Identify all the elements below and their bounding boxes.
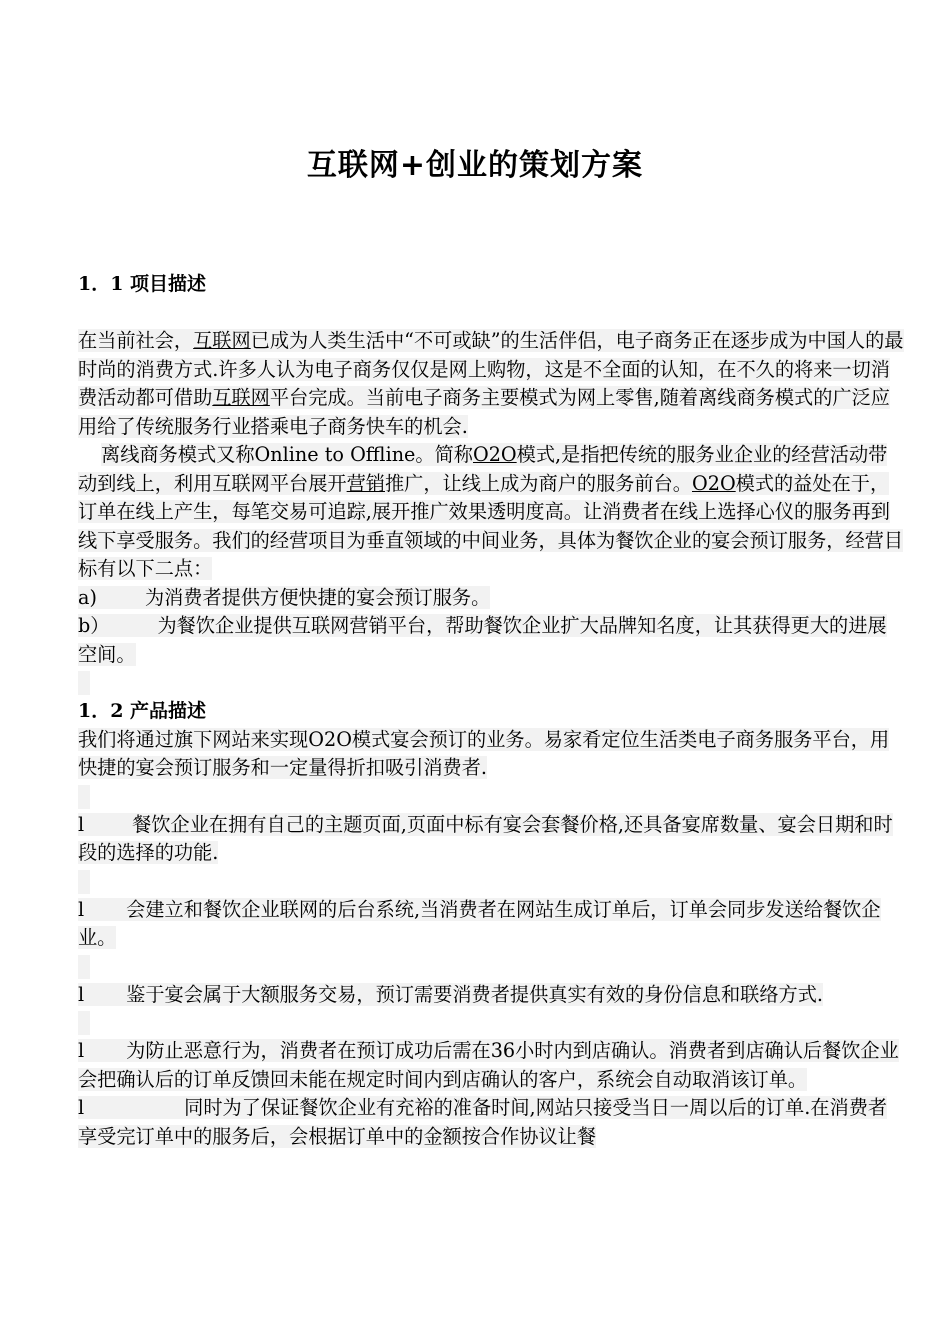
list-item: l 同时为了保证餐饮企业有充裕的准备时间,网站只接受当日一周以后的订单.在消费者享受完订单中的服务后，会根据订单中的金额按合作协议让餐 [78,1096,888,1148]
spacer [78,955,90,979]
paragraph-product-intro: 我们将通过旗下网站来实现O2O模式宴会预订的业务。易家肴定位生活类电子商务服务平台，用快捷的宴会预订服务和一定量得折扣吸引消费者. [78,727,890,779]
bullet-marker: l [78,897,85,921]
bullet-marker: l [78,812,85,836]
list-item-text: 为餐饮企业提供互联网营销平台，帮助餐饮企业扩大品牌知名度，让其获得更大的进展空间。 [78,614,887,666]
document-title: 互联网+创业的策划方案 [306,148,644,183]
bullet-marker: l [78,982,85,1006]
list-item: l 餐饮企业在拥有自己的主题页面,页面中标有宴会套餐价格,还具备宴席数量、宴会日期和时段的选择的功能. [78,812,893,864]
paragraph-intro: 在当前社会，互联网已成为人类生活中“不可或缺”的生活伴侣，电子商务正在逐步成为中国人的最时尚的消费方式.许多人认为电子商务仅仅是网上购物，这是不全面的认知，在不久的将来一切消费活动都可借助互联网平台完成。当前电子商务主要模式为网上零售,随着离线商务模式的广泛应用给了传统服务行业搭乘电子商务快车的机会. [78,329,904,438]
internet-link[interactable]: 互联网 [193,329,251,352]
list-item: l 会建立和餐饮企业联网的后台系统,当消费者在网站生成订单后，订单会同步发送给餐饮企业。 [78,897,881,949]
list-marker: a) [78,585,97,609]
o2o-link[interactable]: O2O [472,443,517,466]
list-item: l 为防止恶意行为，消费者在预订成功后需在36小时内到店确认。消费者到店确认后餐饮企业会把确认后的订单反馈回未能在规定时间内到店确认的客户，系统会自动取消该订单。 [78,1039,899,1091]
spacer [78,299,904,328]
spacer [78,671,90,695]
list-item: l 鉴于宴会属于大额服务交易，预订需要消费者提供真实有效的身份信息和联络方式. [78,982,823,1006]
bullet-marker: l [78,1039,85,1062]
spacer [78,870,90,894]
section-heading-project: 1．1 项目描述 [78,273,207,295]
spacer [78,1011,90,1035]
paragraph-o2o: 离线商务模式又称Online to Offline。简称O2O模式,是指把传统的服务业企业的经营活动带动到线上，利用互联网平台展开营销推广，让线上成为商户的服务前台。O2O模式的益处在于，订单在线上产生，每笔交易可追踪,展开推广效果透明度高。让消费者在线上选择心仪的服务再到线下享受服务。我们的经营项目为垂直领域的中间业务，具体为餐饮企业的宴会预订服务，经营目标有以下二点： [78,443,904,580]
list-marker: b） [78,614,110,637]
list-item-text: 为消费者提供方便快捷的宴会预订服务。 [144,585,491,609]
document-body [78,270,904,1151]
internet-link[interactable]: 互联网 [212,386,270,409]
section-heading-product: 1．2 产品描述 [78,700,207,722]
bullet-marker: l [78,1096,85,1119]
marketing-link[interactable]: 营销 [346,471,385,495]
spacer [78,785,90,809]
list-item-b [78,612,904,669]
list-item-a [78,584,904,613]
o2o-link[interactable]: O2O [692,471,736,495]
